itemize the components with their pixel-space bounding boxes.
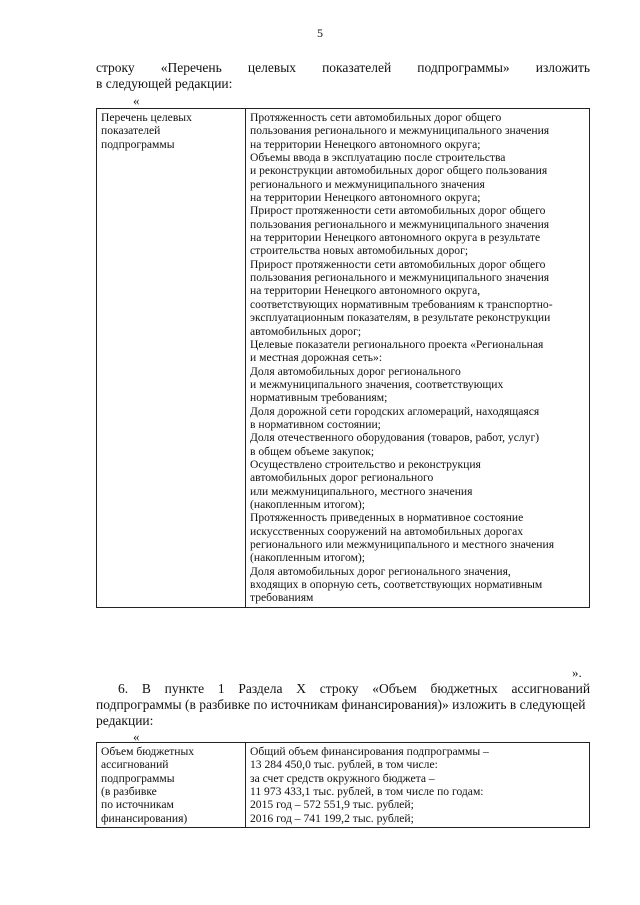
- item6-line-2: подпрограммы (в разбивке по источникам финансирования)» изложить в следующей: [96, 697, 586, 712]
- close-quote: ».: [572, 665, 582, 680]
- targets-table: [96, 108, 590, 608]
- funding-label-cell: [97, 743, 246, 828]
- intro-line-2: в следующей редакции:: [96, 76, 233, 91]
- item6-word: строку: [319, 681, 359, 696]
- content-line: на территории Ненецкого автономного округа в результате: [250, 231, 541, 245]
- funding-table: [96, 742, 590, 828]
- label-line: по источникам: [101, 798, 174, 812]
- content-line: на территории Ненецкого автономного округа,: [250, 284, 481, 298]
- open-quote-2: «: [133, 729, 140, 744]
- content-line: за счет средств окружного бюджета –: [250, 771, 435, 785]
- content-line: пользования регионального и межмуниципального значения: [250, 217, 550, 231]
- content-line: регионального или межмуниципального и местного значения: [250, 538, 555, 551]
- content-line: Доля отечественного оборудования (товаров, работ, услуг): [250, 431, 540, 445]
- page-number: 5: [317, 26, 323, 40]
- content-line: автомобильных дорог регионального: [250, 471, 434, 485]
- content-line: 2016 год – 741 199,2 тыс. рублей;: [250, 811, 414, 825]
- intro-word: «Перечень: [160, 60, 222, 75]
- open-quote-1: «: [133, 93, 140, 108]
- intro-word: целевых: [247, 60, 297, 75]
- label-line: подпрограммы: [101, 137, 175, 151]
- content-line: Доля автомобильных дорог регионального значения,: [250, 564, 511, 578]
- content-line: 13 284 450,0 тыс. рублей, в том числе:: [250, 758, 438, 772]
- label-line: финансирования): [101, 811, 188, 825]
- funding-content-cell: [246, 743, 590, 828]
- label-line: подпрограммы: [101, 771, 175, 785]
- content-line: (накопленным итогом);: [250, 551, 365, 565]
- content-line: регионального и межмуниципального значения: [250, 177, 485, 191]
- content-line: автомобильных дорог;: [250, 324, 362, 338]
- item6-word: бюджетных: [430, 681, 498, 696]
- content-line: Протяженность сети автомобильных дорог общего: [250, 111, 502, 124]
- label-line: ассигнований: [101, 758, 169, 772]
- intro-line-1: [96, 60, 590, 76]
- content-line: искусственных сооружений на автомобильных дорогах: [250, 524, 524, 538]
- intro-word: подпрограммы»: [417, 60, 510, 75]
- content-line: и реконструкции автомобильных дорог общего пользования: [250, 164, 548, 178]
- item6-word: пункте 1: [164, 681, 225, 696]
- content-line: на территории Ненецкого автономного округа;: [250, 191, 481, 205]
- item6-line-3: редакции:: [96, 713, 154, 728]
- intro-word: строку: [96, 60, 135, 75]
- content-line: Прирост протяженности сети автомобильных дорог общего: [250, 257, 546, 271]
- intro-word: изложить: [535, 60, 591, 75]
- item6-word: ассигнований: [511, 681, 591, 696]
- content-line: Доля дорожной сети городских агломераций, находящаяся: [250, 404, 540, 418]
- content-line: на территории Ненецкого автономного округа;: [250, 137, 481, 151]
- content-line: Объемы ввода в эксплуатацию после строительства: [250, 151, 506, 165]
- content-line: входящих в опорную сеть, соответствующих нормативным: [250, 578, 543, 592]
- label-line: Объем бюджетных: [101, 745, 195, 758]
- content-line: и межмуниципального значения, соответствующих: [250, 377, 504, 391]
- content-line: Доля автомобильных дорог регионального: [250, 364, 461, 378]
- content-line: Протяженность приведенных в нормативное состояние: [250, 511, 524, 525]
- content-line: соответствующих нормативным требованиям к транспортно-: [250, 297, 553, 311]
- content-line: требованиям: [250, 591, 314, 605]
- content-line: строительства новых автомобильных дорог;: [250, 244, 469, 258]
- content-line: Осуществлено строительство и реконструкция: [250, 457, 481, 471]
- item6-word: «Объем: [372, 681, 417, 696]
- item6-word: Раздела X: [238, 681, 307, 696]
- content-line: Прирост протяженности сети автомобильных дорог общего: [250, 204, 546, 218]
- content-line: в нормативном состоянии;: [250, 417, 381, 431]
- content-line: нормативным требованиям;: [250, 391, 388, 405]
- targets-label-cell: [97, 109, 246, 608]
- content-line: пользования регионального и межмуниципального значения: [250, 124, 550, 138]
- content-line: или межмуниципального, местного значения: [250, 484, 473, 498]
- content-line: Целевые показатели регионального проекта «Региональная: [250, 337, 544, 351]
- item6-word: 6. В: [118, 681, 151, 696]
- content-line: и местная дорожная сеть»:: [250, 351, 383, 365]
- content-line: пользования регионального и межмуниципального значения: [250, 271, 550, 285]
- item6-line-1: [96, 681, 590, 697]
- content-line: в общем объеме закупок;: [250, 444, 375, 458]
- label-line: показателей: [101, 124, 161, 138]
- targets-content-cell: [246, 109, 590, 608]
- content-line: 2015 год – 572 551,9 тыс. рублей;: [250, 798, 414, 812]
- label-line: (в разбивке: [101, 785, 157, 799]
- content-line: (накопленным итогом);: [250, 497, 365, 511]
- label-line: Перечень целевых: [101, 111, 192, 124]
- content-line: 11 973 433,1 тыс. рублей, в том числе по годам:: [250, 785, 484, 799]
- intro-word: показателей: [322, 60, 392, 75]
- content-line: Общий объем финансирования подпрограммы –: [250, 745, 489, 758]
- content-line: эксплуатационным показателям, в результате реконструкции: [250, 311, 551, 325]
